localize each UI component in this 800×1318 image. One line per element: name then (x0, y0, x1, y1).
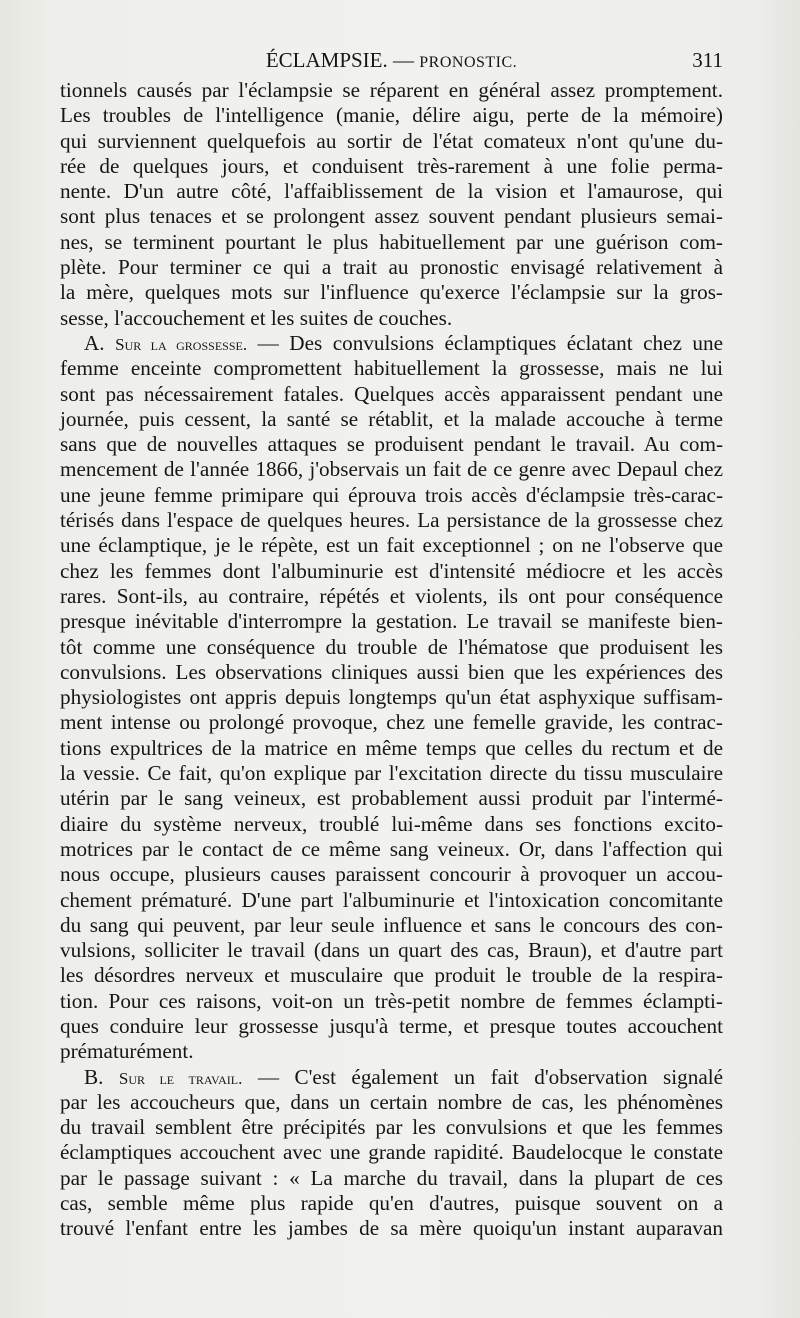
text-line: journée, puis cessent, la santé se rétablit, et la malade accouche à terme (60, 406, 723, 431)
text-line: sesse, l'accouchement et les suites de couches. (60, 305, 453, 330)
title-dash: — (393, 48, 415, 72)
text-line: utérin par le sang veineux, est probablement aussi produit par l'intermé- (60, 786, 723, 811)
text-line: ment intense ou prolongé provoque, chez une femelle gravide, les contrac- (60, 710, 723, 735)
section-b-heading-line (60, 1065, 723, 1090)
running-title (60, 45, 723, 78)
text-line: tôt comme une conséquence du trouble de l'hématose que produisent les (60, 634, 723, 659)
text-line: Des convulsions éclamptiques éclatant chez une (289, 330, 723, 355)
section-b-dash: — (257, 1064, 279, 1089)
text-line: diaire du système nerveux, troublé lui-même dans ses fonctions excito- (60, 811, 723, 836)
text-line: sont pas nécessairement fatales. Quelques accès apparaissent pendant une (60, 381, 723, 406)
text-line: mencement de l'année 1866, j'observais un fait de ce genre avec Depaul chez (60, 457, 723, 482)
text-line: C'est également un fait d'observation signalé (294, 1064, 724, 1089)
text-line: rée de quelques jours, et conduisent très-rarement à une folie perma- (60, 153, 723, 178)
text-line: nes, se terminent pourtant le plus habituellement par une guérison com- (60, 229, 723, 254)
text-line: éclamptiques accouchent avec une grande rapidité. Baudelocque le constate (60, 1140, 723, 1165)
chapter-title: ÉCLAMPSIE. (265, 48, 388, 72)
text-line: sont plus tenaces et se prolongent assez souvent pendant plusieurs semai- (60, 204, 723, 229)
text-line: par le passage suivant : « La marche du travail, dans la plupart de ces (60, 1165, 723, 1190)
text-line: par les accoucheurs que, dans un certain nombre de cas, les phénomènes (60, 1089, 723, 1114)
text-line: du travail semblent être précipités par les convulsions et que les femmes (60, 1115, 723, 1140)
section-a-title: Sur la grossesse. (115, 334, 248, 354)
text-line: Les troubles de l'intelligence (manie, délire aigu, perte de la mémoire) (60, 103, 723, 128)
section-b-title: Sur le travail. (118, 1068, 243, 1088)
text-line: qui surviennent quelquefois au sortir de l'état comateux n'ont qu'une du- (60, 128, 723, 153)
text-line: tions expultrices de la matrice en même temps que celles du rectum et de (60, 735, 723, 760)
text-line: tionnels causés par l'éclampsie se réparent en général assez promptement. (60, 78, 723, 102)
text-line: du sang qui peuvent, par leur seule influence et sans le concours des con- (60, 912, 723, 937)
text-line: une jeune femme primipare qui éprouva trois accès d'éclampsie très-carac- (60, 482, 723, 507)
text-line: cas, semble même plus rapide qu'en d'autres, puisque souvent on a (60, 1191, 723, 1216)
page-number: 311 (692, 48, 723, 72)
text-line: nente. D'un autre côté, l'affaiblissement de la vision et l'amaurose, qui (60, 179, 723, 204)
running-header (60, 45, 723, 75)
section-a-marker: A. (84, 330, 105, 355)
text-line: nous occupe, plusieurs causes paraissent concourir à provoquer un accou- (60, 862, 723, 887)
text-line: femme enceinte compromettent habituellement la grossesse, mais ne lui (60, 356, 723, 381)
text-line: plète. Pour terminer ce qui a trait au pronostic envisagé relativement à (60, 255, 723, 280)
text-line: chez les femmes dont l'albuminurie est d'intensité médiocre et les accès (60, 558, 723, 583)
text-line: vulsions, solliciter le travail (dans un quart des cas, Braun), et d'autre part (60, 938, 723, 963)
text-line: ques conduire leur grossesse jusqu'à terme, et presque toutes accouchent (60, 1013, 723, 1038)
section-subtitle: PRONOSTIC. (419, 54, 518, 71)
text-line: tion. Pour ces raisons, voit-on un très-petit nombre de femmes éclampti- (60, 988, 723, 1013)
text-line: sans que de nouvelles attaques se produisent pendant le travail. Au com- (60, 432, 723, 457)
text-line: les désordres nerveux et musculaire que produit le trouble de la respira- (60, 963, 723, 988)
section-a-dash: — (257, 330, 279, 355)
text-line: la mère, quelques mots sur l'influence qu'exerce l'éclampsie sur la gros- (60, 280, 723, 305)
body-text (60, 78, 723, 1242)
text-line: convulsions. Les observations cliniques aussi bien que les expériences des (60, 659, 723, 684)
section-b-marker: B. (84, 1064, 104, 1089)
text-line: motrices par le contact de ce même sang veineux. Or, dans l'affection qui (60, 836, 723, 861)
section-a-heading-line (60, 331, 723, 356)
text-line: physiologistes ont appris depuis longtemps qu'un état asphyxique suffisam- (60, 685, 723, 710)
text-line: térisés dans l'espace de quelques heures. La persistance de la grossesse chez (60, 508, 723, 533)
text-line: rares. Sont-ils, au contraire, répétés et violents, ils ont pour conséquence (60, 583, 723, 608)
text-line: trouvé l'enfant entre les jambes de sa mère quoiqu'un instant auparavan (60, 1216, 723, 1241)
text-line: une éclamptique, je le répète, est un fait exceptionnel ; on ne l'observe que (60, 533, 723, 558)
text-line: chement prématuré. D'une part l'albuminurie et l'intoxication concomitante (60, 887, 723, 912)
text-line: la vessie. Ce fait, qu'on explique par l'excitation directe du tissu musculaire (60, 761, 723, 786)
text-line: prématurément. (60, 1039, 194, 1064)
text-line: presque inévitable d'interrompre la gestation. Le travail se manifeste bien- (60, 609, 723, 634)
